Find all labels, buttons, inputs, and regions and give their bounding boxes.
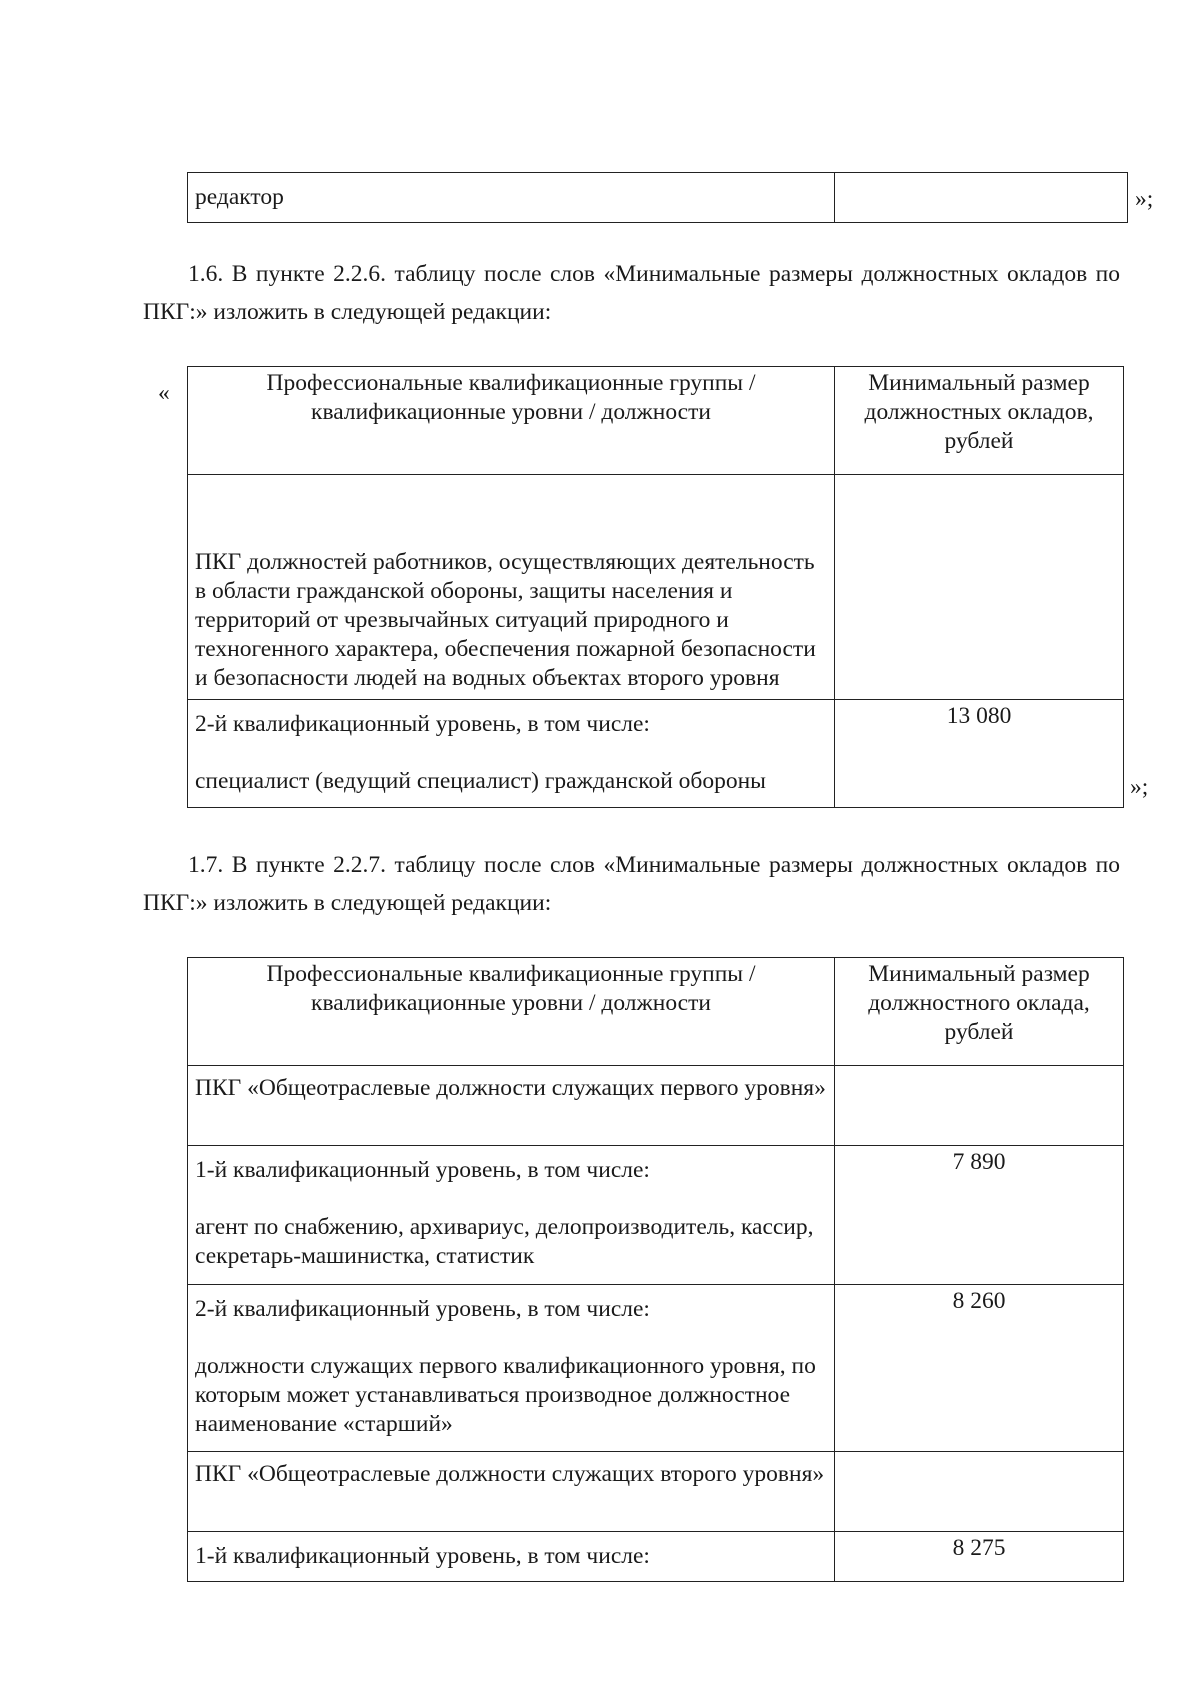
top-table (187, 172, 1128, 223)
table-1-7-group2-title: ПКГ «Общеотраслевые должности служащих второго уровня» (188, 1452, 835, 1532)
table-1-7-g1-level2-cell (188, 1285, 835, 1452)
table-1-6-closing-quote: »; (1130, 774, 1149, 800)
table-1-6-level-label: 2-й квалификационный уровень, в том числе: (195, 711, 650, 737)
table-1-7-g1-level2-positions: должности служащих первого квалификационного уровня, по которым может устанавливаться производное должностное наименование «старший» (195, 1353, 816, 1437)
table-1-6-open-quote: « (158, 380, 170, 406)
top-table-cell-position: редактор (188, 173, 835, 223)
table-1-7-g1-level2-label: 2-й квалификационный уровень, в том числе: (195, 1296, 650, 1322)
table-1-7-g1-level2-value: 8 260 (835, 1285, 1124, 1452)
table-1-7-g1-level1-cell (188, 1146, 835, 1285)
table-1-7-group2-value (835, 1452, 1124, 1532)
table-1-7-g1-level1-positions: агент по снабжению, архивариус, делопроизводитель, кассир, секретарь-машинистка, статистик (195, 1214, 814, 1269)
paragraph-1-7: 1.7. В пункте 2.2.7. таблицу после слов «Минимальные размеры должностных окладов по ПКГ:» изложить в следующей редакции: (143, 852, 1120, 916)
table-1-7-header-salary: Минимальный размер должностного оклада, рублей (835, 958, 1124, 1066)
table-1-6-group-value (835, 475, 1124, 700)
table-1-7-g2-level1-value: 8 275 (835, 1532, 1124, 1582)
table-1-6-header-groups: Профессиональные квалификационные группы / квалификационные уровни / должности (188, 367, 835, 475)
table-1-7-g1-level1-value: 7 890 (835, 1146, 1124, 1285)
table-1-6-header-salary: Минимальный размер должностных окладов, рублей (835, 367, 1124, 475)
paragraph-1-6: 1.6. В пункте 2.2.6. таблицу после слов «Минимальные размеры должностных окладов по ПКГ:» изложить в следующей редакции: (143, 261, 1120, 325)
top-table-cell-value (835, 173, 1128, 223)
table-1-6 (187, 366, 1124, 808)
table-1-7 (187, 957, 1124, 1582)
table-1-6-group-title: ПКГ должностей работников, осуществляющих деятельность в области гражданской обороны, защиты населения и территорий от чрезвычайных ситуаций природного и техногенного характера, обеспечения пожарной безопасности и безопасности людей на водных объектах второго уровня (188, 475, 835, 700)
table-1-7-group1-title: ПКГ «Общеотраслевые должности служащих первого уровня» (188, 1066, 835, 1146)
table-1-6-level-value: 13 080 (835, 700, 1124, 808)
table-1-7-group1-value (835, 1066, 1124, 1146)
top-table-closing-quote: »; (1135, 186, 1154, 212)
table-1-7-g2-level1-label: 1-й квалификационный уровень, в том числе: (188, 1532, 835, 1582)
table-1-6-level-positions: специалист (ведущий специалист) гражданской обороны (195, 768, 766, 794)
table-1-7-g1-level1-label: 1-й квалификационный уровень, в том числе: (195, 1157, 650, 1183)
table-1-7-header-groups: Профессиональные квалификационные группы / квалификационные уровни / должности (188, 958, 835, 1066)
table-1-6-level-cell (188, 700, 835, 808)
